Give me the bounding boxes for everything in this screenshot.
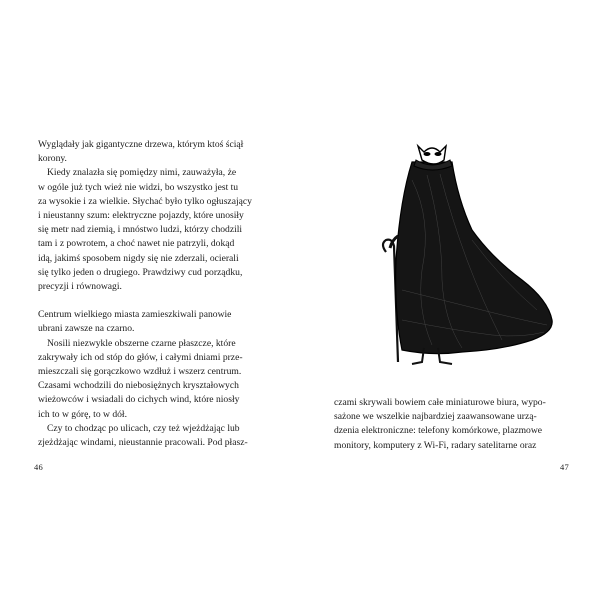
paragraph-gap xyxy=(38,294,260,308)
text-line: idą, jakimś sposobem nigdy się nie zderzali, ocierali xyxy=(38,252,239,264)
text-line: i nieustanny szum: elektryczne pojazdy, które unosiły xyxy=(38,209,244,221)
text-line: zakrywały ich od stóp do głów, i całymi dniami prze- xyxy=(38,351,243,363)
left-page-text xyxy=(38,138,260,450)
cloaked-figure-with-cane-illustration xyxy=(372,140,558,370)
text-line: mieszczali się gorączkowo wzdłuż i wszerz centrum. xyxy=(38,366,242,377)
page-number: 46 xyxy=(34,462,44,472)
right-page-text xyxy=(334,396,560,453)
text-line: korony. xyxy=(38,153,67,165)
text-line: Wyglądały jak gigantyczne drzewa, którym ktoś ściął xyxy=(38,139,244,150)
text-line: Czy to chodząc po ulicach, czy też wjeżdżając lub xyxy=(47,422,240,434)
text-line: Centrum wielkiego miasta zamieszkiwali panowie xyxy=(38,309,232,321)
text-line: wieżowców i wsiadali do cichych wind, które niosły xyxy=(38,394,240,406)
text-line: ubrani zawsze na czarno. xyxy=(38,323,135,335)
text-line: dzenia elektroniczne: telefony komórkowe, plazmowe xyxy=(334,425,543,437)
text-line: Nosili niezwykle obszerne czarne płaszcze, które xyxy=(47,337,236,349)
text-line: się metr nad ziemią, i mnóstwo ludzi, którzy chodzili xyxy=(38,224,243,236)
text-line: ich to w górę, to w dół. xyxy=(38,408,127,420)
page-number: 47 xyxy=(560,462,570,472)
text-line: zjeżdżając windami, nieustannie pracowali. Pod płasz- xyxy=(38,436,248,448)
text-line: precyzji i równowagi. xyxy=(38,280,122,292)
masked-head-icon xyxy=(418,146,446,164)
text-line: Kiedy znalazła się pomiędzy nimi, zauważyła, że xyxy=(47,167,237,179)
text-line: czami skrywali bowiem całe miniaturowe biura, wypo- xyxy=(334,397,546,408)
text-line: tam i z powrotem, a choć nawet nie patrzyli, dokąd xyxy=(38,238,235,250)
text-line: Czasami wchodzili do niebosiężnych kryształowych xyxy=(38,380,239,392)
text-line: sażone we wszelkie najbardziej zaawansowane urzą- xyxy=(334,411,537,423)
text-line: się tylko jeden o drugiego. Prawdziwy cud porządku, xyxy=(38,266,243,278)
cloak-shape xyxy=(396,162,553,354)
text-line: w ogóle już tych wież nie widzi, bo wszystko jest tu xyxy=(38,181,239,193)
text-line: monitory, komputery z Wi-Fi, radary satelitarne oraz xyxy=(334,439,537,451)
text-line: za wysokie i za wielkie. Słychać było tylko ogłuszający xyxy=(38,195,252,207)
